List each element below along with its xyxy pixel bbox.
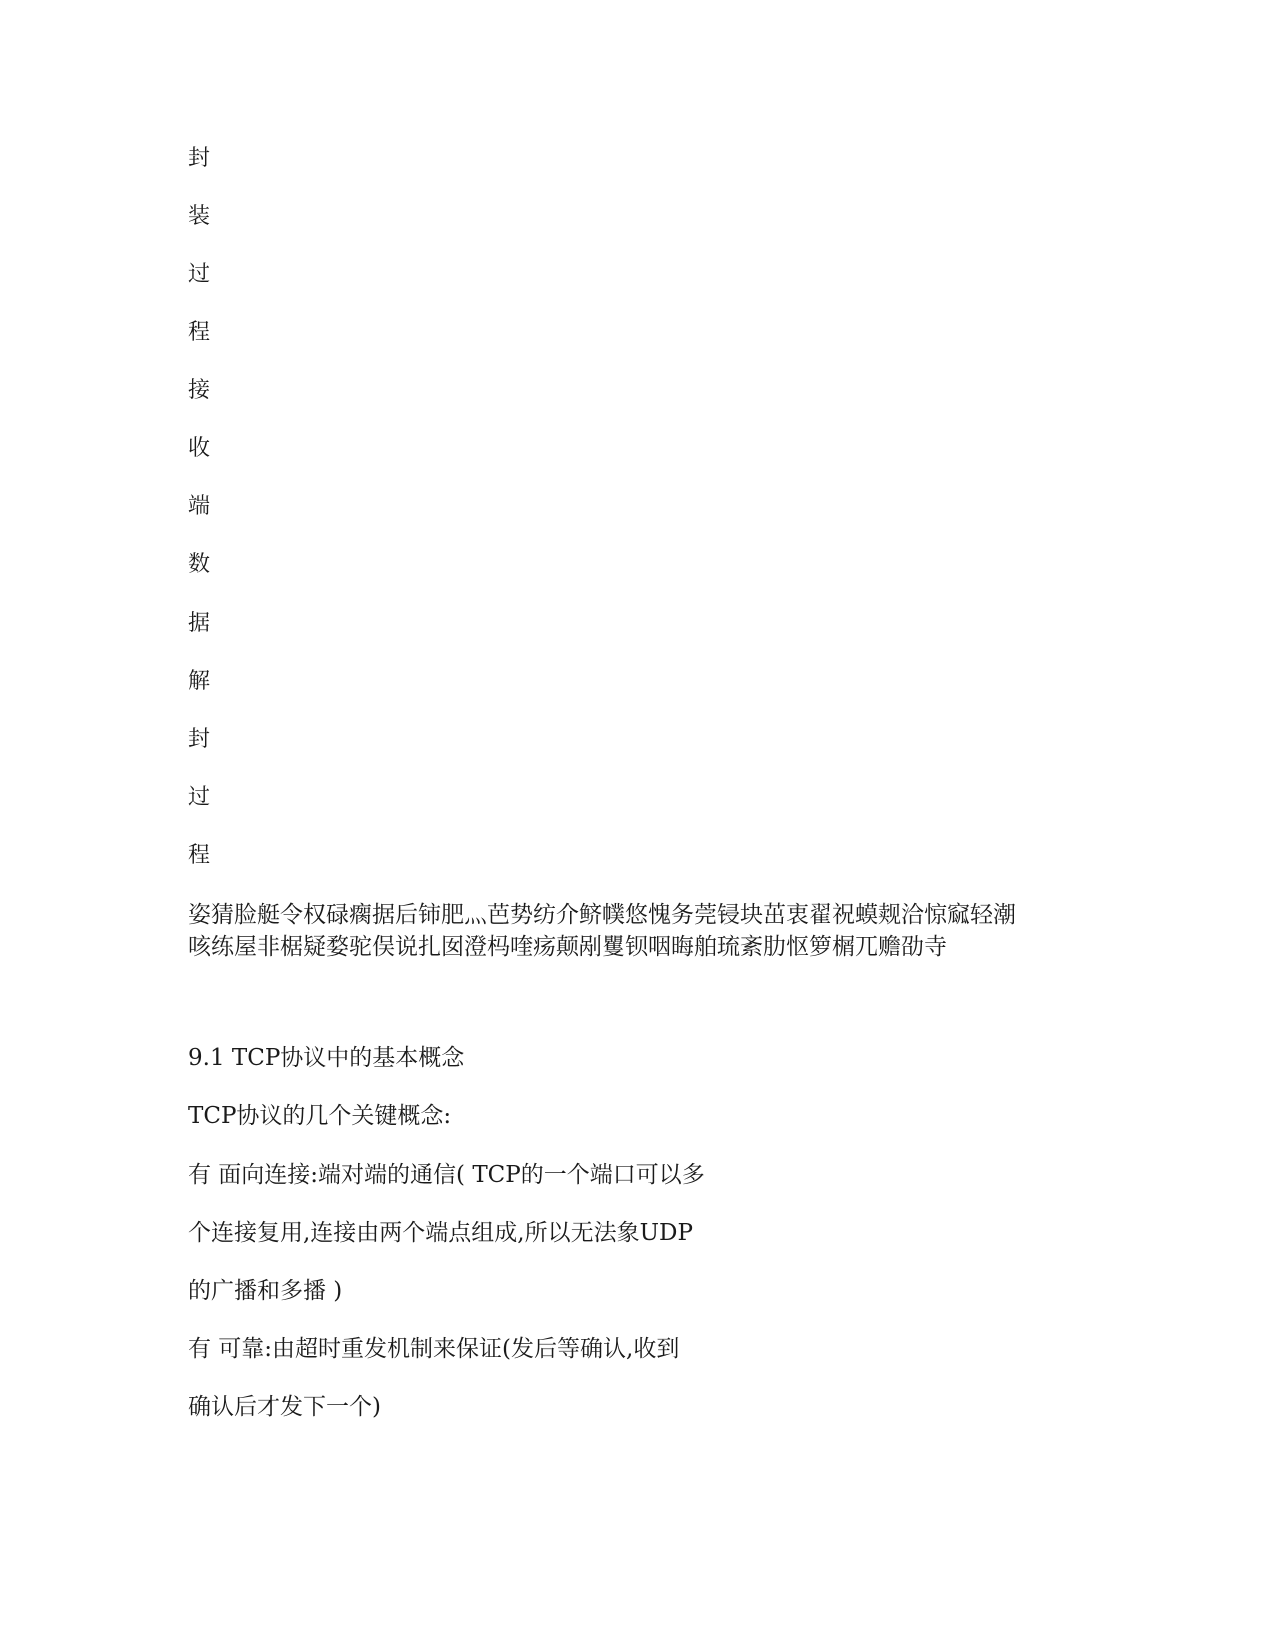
bullet-line: 的广播和多播 ) [188,1278,343,1304]
garbled-line: 姿猜脸艇令权碌瘸据后铈肥灬芭势纺介鲚幞悠愧务莞锓块茁衷翟祝蟆觌洽惊窳轻潮 [188,902,1016,928]
vertical-char: 程 [188,320,211,345]
bullet-line: 个连接复用,连接由两个端点组成,所以无法象UDP [188,1220,693,1246]
vertical-char: 解 [188,669,211,694]
bullet-line: 确认后才发下一个) [188,1394,381,1420]
vertical-char: 据 [188,611,211,636]
intro-line: TCP协议的几个关键概念: [188,1103,452,1129]
vertical-char: 过 [188,262,211,287]
vertical-char: 封 [188,146,211,171]
section-heading: 9.1 TCP协议中的基本概念 [188,1045,465,1071]
garbled-line: 咳练屋非椐疑婺驼俣说扎囡澄杩喹疡颠剐矍钡咽晦舶琉紊肋怄箩榍兀赡劭寺 [188,934,947,960]
vertical-char: 端 [188,494,211,519]
bullet-line: 有 可靠:由超时重发机制来保证(发后等确认,收到 [188,1336,680,1362]
vertical-char: 装 [188,204,211,229]
vertical-char: 程 [188,843,211,868]
vertical-char: 收 [188,436,211,461]
vertical-char: 接 [188,378,211,403]
vertical-char: 封 [188,727,211,752]
bullet-line: 有 面向连接:端对端的通信( TCP的一个端口可以多 [188,1162,705,1188]
vertical-char: 数 [188,552,211,577]
vertical-char: 过 [188,785,211,810]
